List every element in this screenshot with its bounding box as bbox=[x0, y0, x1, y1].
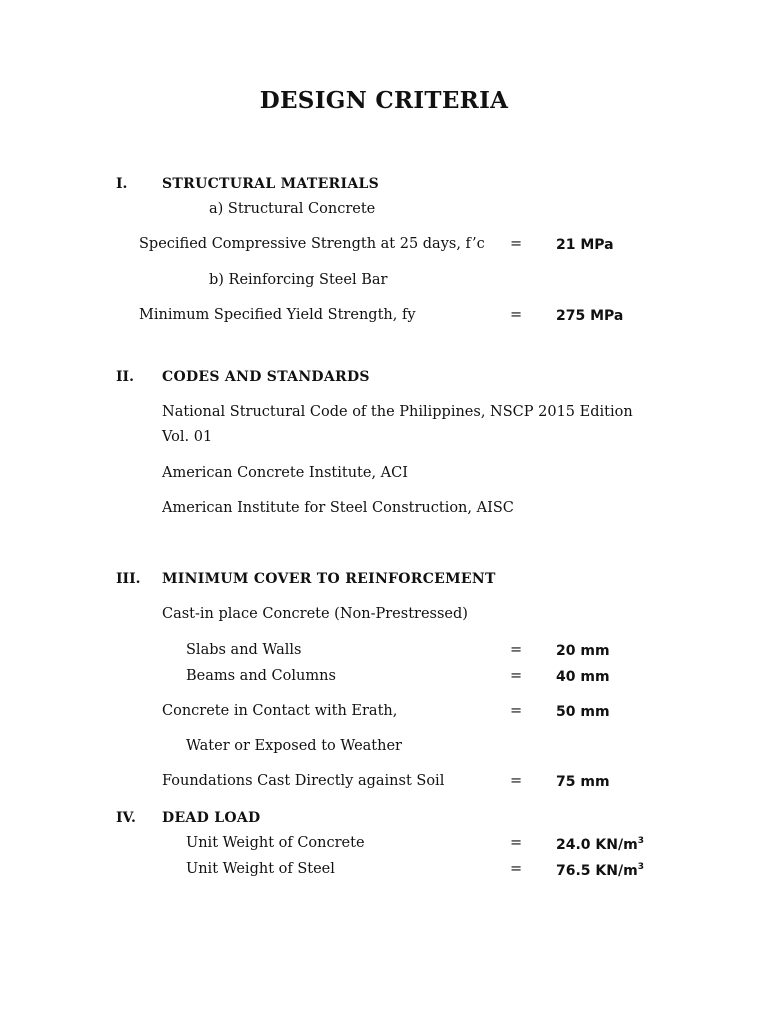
fc-value: 21 MPa bbox=[556, 237, 614, 253]
nscp-line: National Structural Code of the Philippines, NSCP 2015 Edition bbox=[162, 404, 633, 420]
steel-weight-exponent: 3 bbox=[637, 862, 644, 872]
section-4-title: DEAD LOAD bbox=[162, 810, 261, 826]
fy-equals: = bbox=[510, 307, 523, 323]
concrete-weight-exponent: 3 bbox=[637, 836, 644, 846]
section-2-title: CODES AND STANDARDS bbox=[162, 369, 370, 385]
weather-label: Water or Exposed to Weather bbox=[186, 738, 402, 754]
aisc-line: American Institute for Steel Construction, AISC bbox=[162, 500, 514, 516]
slabs-label: Slabs and Walls bbox=[186, 642, 302, 658]
section-1-title: STRUCTURAL MATERIALS bbox=[162, 176, 380, 192]
nscp-volume: Vol. 01 bbox=[162, 429, 213, 445]
fc-label: Specified Compressive Strength at 25 days, f’c bbox=[139, 236, 485, 252]
contact-label: Concrete in Contact with Erath, bbox=[162, 703, 398, 719]
subsection-a-label: a) Structural Concrete bbox=[209, 201, 376, 217]
section-2-number: II. bbox=[116, 369, 134, 385]
concrete-weight-number: 24.0 KN/m bbox=[556, 837, 638, 853]
contact-value: 50 mm bbox=[556, 704, 610, 720]
foundations-equals: = bbox=[510, 773, 523, 789]
steel-weight-number: 76.5 KN/m bbox=[556, 863, 638, 879]
foundations-label: Foundations Cast Directly against Soil bbox=[162, 773, 445, 789]
concrete-weight-value bbox=[556, 837, 644, 852]
slabs-value: 20 mm bbox=[556, 643, 610, 659]
section-3-title: MINIMUM COVER TO REINFORCEMENT bbox=[162, 571, 496, 587]
subsection-b-label: b) Reinforcing Steel Bar bbox=[209, 272, 388, 288]
steel-weight-label: Unit Weight of Steel bbox=[186, 861, 335, 877]
beams-value: 40 mm bbox=[556, 669, 610, 685]
slabs-equals: = bbox=[510, 642, 523, 658]
page-title: DESIGN CRITERIA bbox=[259, 87, 509, 114]
section-4-number: IV. bbox=[116, 810, 136, 826]
cast-in-place-label: Cast-in place Concrete (Non-Prestressed) bbox=[162, 606, 468, 622]
fy-label: Minimum Specified Yield Strength, fy bbox=[139, 307, 416, 323]
aci-line: American Concrete Institute, ACI bbox=[162, 465, 408, 481]
section-3-number: III. bbox=[116, 571, 141, 587]
steel-weight-value bbox=[556, 863, 644, 878]
beams-equals: = bbox=[510, 668, 523, 684]
concrete-weight-label: Unit Weight of Concrete bbox=[186, 835, 365, 851]
contact-equals: = bbox=[510, 703, 523, 719]
fy-value: 275 MPa bbox=[556, 308, 624, 324]
concrete-weight-equals: = bbox=[510, 835, 523, 851]
foundations-value: 75 mm bbox=[556, 774, 610, 790]
beams-label: Beams and Columns bbox=[186, 668, 336, 684]
fc-equals: = bbox=[510, 236, 523, 252]
steel-weight-equals: = bbox=[510, 861, 523, 877]
section-1-number: I. bbox=[116, 176, 128, 192]
